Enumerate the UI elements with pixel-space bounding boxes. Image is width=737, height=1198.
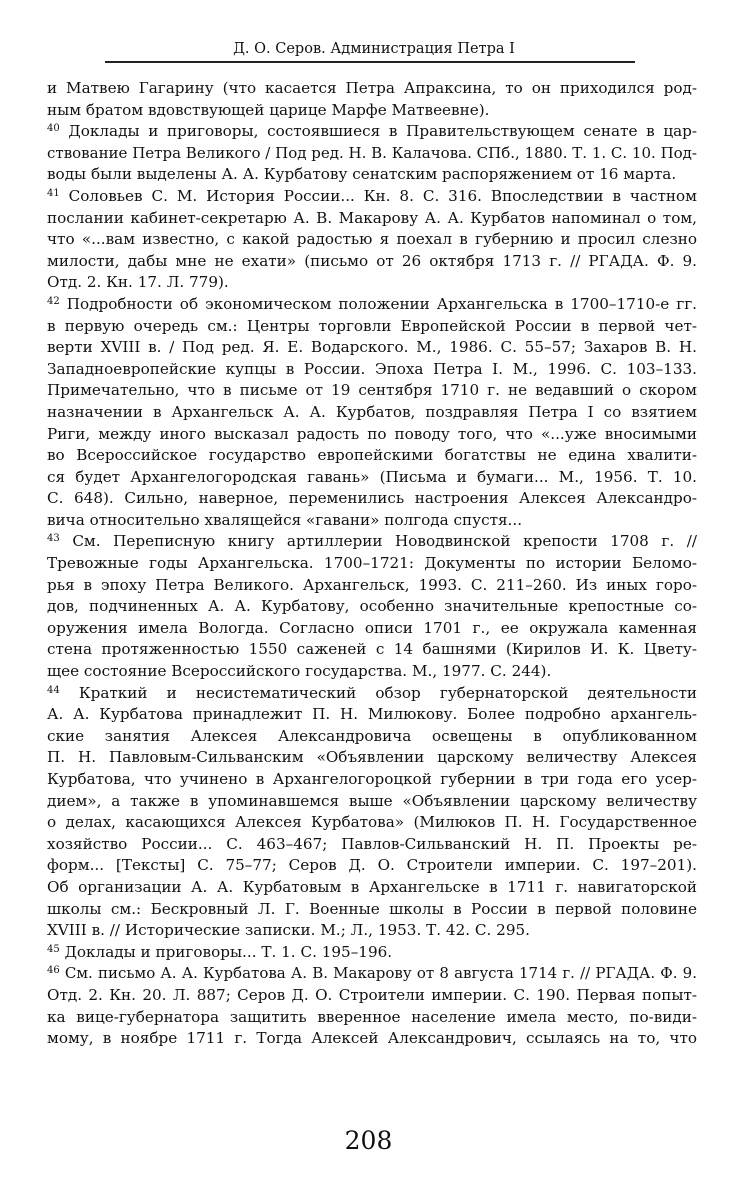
line-text: ские занятия Алексея Александровича освещены в опубликованном: [47, 726, 697, 745]
text-line: [47, 1028, 697, 1050]
footnotes-block: [47, 78, 697, 1050]
line-text: ся будет Архангелогородская гавань» (Письма и бумаги... М., 1956. Т. 10.: [47, 467, 697, 486]
line-text: Подробности об экономическом положении Архангельска в 1700–1710-е гг.: [66, 294, 698, 313]
text-line: [47, 272, 697, 294]
footnote-number: 40: [47, 123, 60, 135]
text-line: [47, 769, 697, 791]
footnote-number: 41: [47, 187, 60, 199]
text-line: [47, 186, 697, 208]
text-line: [47, 143, 697, 165]
text-line: [47, 942, 697, 964]
line-text: Отд. 2. Кн. 17. Л. 779).: [47, 273, 229, 292]
text-line: [47, 510, 697, 532]
text-line: [47, 791, 697, 813]
text-line: [47, 920, 697, 942]
text-line: [47, 445, 697, 467]
text-line: [47, 812, 697, 834]
line-text: Краткий и несистематический обзор губернаторской деятельности: [78, 683, 697, 702]
footnote-number: 45: [47, 943, 60, 955]
line-text: щее состояние Всероссийского государства. М., 1977. С. 244).: [47, 662, 552, 681]
line-text: рья в эпоху Петра Великого. Архангельск, 1993. С. 211–260. Из иных горо-: [47, 575, 697, 594]
text-line: [47, 251, 697, 273]
line-text: Отд. 2. Кн. 20. Л. 887; Серов Д. О. Строители империи. С. 190. Первая попыт-: [47, 985, 697, 1004]
footnote-number: 46: [47, 965, 60, 977]
text-line: [47, 78, 697, 100]
line-text: Западноевропейские купцы в России. Эпоха Петра I. М., 1996. С. 103–133.: [47, 359, 697, 378]
text-line: [47, 553, 697, 575]
line-text: Доклады и приговоры, состоявшиеся в Правительствующем сенате в цар-: [68, 122, 698, 141]
text-line: [47, 316, 697, 338]
text-line: [47, 855, 697, 877]
line-text: вича относительно хвалящейся «гавани» полгода спустя...: [47, 510, 523, 529]
text-line: [47, 467, 697, 489]
line-text: хозяйство России... С. 463–467; Павлов-Сильванский Н. П. Проекты ре-: [47, 834, 697, 853]
line-text: XVIII в. // Исторические записки. М.; Л., 1953. Т. 42. С. 295.: [47, 921, 530, 940]
text-line: [47, 596, 697, 618]
text-line: [47, 359, 697, 381]
text-line: [47, 747, 697, 769]
line-text: С. 648). Сильно, наверное, переменились настроения Алексея Александро-: [47, 489, 697, 508]
text-line: [47, 985, 697, 1007]
line-text: Доклады и приговоры... Т. 1. С. 195–196.: [64, 942, 393, 961]
line-text: во Всероссийское государство европейскими богатствы не едина хвалити-: [47, 446, 697, 465]
text-line: [47, 575, 697, 597]
line-text: Примечательно, что в письме от 19 сентября 1710 г. не ведавший о скором: [47, 381, 697, 400]
page-number: 208: [344, 1126, 393, 1155]
line-text: форм... [Тексты] С. 75–77; Серов Д. О. Строители империи. С. 197–201).: [47, 856, 697, 875]
footnote-number: 43: [47, 533, 60, 545]
text-line: [47, 661, 697, 683]
line-text: дием», а также в упоминавшемся выше «Объявлении царскому величеству: [47, 791, 697, 810]
line-text: послании кабинет-секретарю А. В. Макарову А. А. Курбатов напоминал о том,: [47, 208, 697, 227]
text-line: [47, 1007, 697, 1029]
line-text: оружения имела Вологда. Согласно описи 1701 г., ее окружала каменная: [47, 618, 697, 637]
text-line: [47, 963, 697, 985]
line-text: ствование Петра Великого / Под ред. Н. В. Калачова. СПб., 1880. Т. 1. С. 10. Под-: [47, 143, 697, 162]
line-text: Соловьев С. М. История России... Кн. 8. С. 316. Впоследствии в частном: [68, 186, 697, 205]
line-text: назначении в Архангельск А. А. Курбатов, поздравляя Петра I со взятием: [47, 402, 697, 421]
header-rule: [105, 61, 635, 63]
line-text: и Матвею Гагарину (что касается Петра Апраксина, то он приходился род-: [47, 79, 697, 97]
line-text: А. А. Курбатова принадлежит П. Н. Милюкову. Более подробно архангель-: [47, 705, 697, 724]
line-text: Риги, между иного высказал радость по поводу того, что «...уже вносимыми: [47, 424, 697, 443]
line-text: в первую очередь см.: Центры торговли Европейской России в первой чет-: [47, 316, 697, 335]
line-text: ным братом вдовствующей царице Марфе Матвеевне).: [47, 100, 490, 119]
running-head: Д. О. Серов. Администрация Петра I: [233, 41, 515, 57]
text-line: [47, 726, 697, 748]
line-text: верти XVIII в. / Под ред. Я. Е. Водарского. М., 1986. С. 55–57; Захаров В. Н.: [47, 338, 697, 357]
line-text: Тревожные годы Архангельска. 1700–1721: Документы по истории Беломо-: [47, 554, 697, 573]
line-text: Об организации А. А. Курбатовым в Архангельске в 1711 г. навигаторской: [47, 877, 697, 896]
text-line: [47, 164, 697, 186]
text-line: [47, 899, 697, 921]
text-line: [47, 424, 697, 446]
line-text: о делах, касающихся Алексея Курбатова» (Милюков П. Н. Государственное: [47, 813, 697, 832]
text-line: [47, 488, 697, 510]
text-line: [47, 380, 697, 402]
text-line: [47, 704, 697, 726]
line-text: П. Н. Павловым-Сильванским «Объявлении царскому величеству Алексея: [47, 748, 697, 767]
text-line: [47, 402, 697, 424]
line-text: Курбатова, что учинено в Архангелогороцкой губернии в три года его усер-: [47, 770, 697, 788]
line-text: что «...вам известно, с какой радостью я поехал в губернию и просил слезно: [47, 230, 697, 249]
text-line: [47, 229, 697, 251]
line-text: ка вице-губернатора защитить вверенное население имела место, по-види-: [47, 1007, 697, 1026]
text-line: [47, 121, 697, 143]
line-text: дов, подчиненных А. А. Курбатову, особенно значительные крепостные со-: [47, 597, 697, 616]
text-line: [47, 639, 697, 661]
text-line: [47, 531, 697, 553]
line-text: См. письмо А. А. Курбатова А. В. Макарову от 8 августа 1714 г. // РГАДА. Ф. 9.: [64, 964, 697, 983]
line-text: стена протяженностью 1550 саженей с 14 башнями (Кирилов И. К. Цвету-: [47, 640, 697, 659]
text-line: [47, 294, 697, 316]
text-line: [47, 208, 697, 230]
line-text: милости, дабы мне не ехати» (письмо от 26 октября 1713 г. // РГАДА. Ф. 9.: [47, 251, 697, 270]
text-line: [47, 100, 697, 122]
text-line: [47, 834, 697, 856]
line-text: воды были выделены А. А. Курбатову сенатским распоряжением от 16 марта.: [47, 165, 677, 184]
text-line: [47, 337, 697, 359]
text-line: [47, 618, 697, 640]
line-text: См. Переписную книгу артиллерии Новодвинской крепости 1708 г. //: [72, 532, 697, 551]
footnote-number: 42: [47, 295, 60, 307]
line-text: школы см.: Бескровный Л. Г. Военные школы в России в первой половине: [47, 899, 697, 918]
footnote-number: 44: [47, 684, 60, 696]
text-line: [47, 877, 697, 899]
line-text: мому, в ноябре 1711 г. Тогда Алексей Александрович, ссылаясь на то, что: [47, 1029, 697, 1048]
text-line: [47, 683, 697, 705]
